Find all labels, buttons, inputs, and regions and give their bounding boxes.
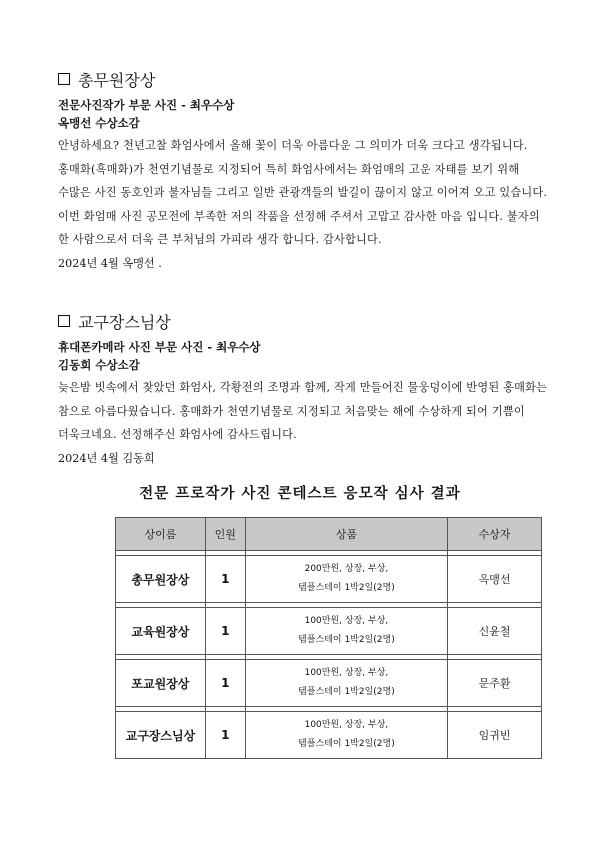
award-count: 1 — [205, 556, 245, 603]
section-title: 교구장스님상 — [78, 312, 171, 332]
table-row — [116, 556, 542, 603]
acceptance-speech: 늦은밤 빗속에서 찾았던 화엄사, 각황전의 조명과 함께, 작게 만들어진 물웅덩이에 반영된 홍매화는 참으로 아름다웠습니다. 홍매화가 천연기념물로 지정되고 처음맞는 해에 수상하게 되어 기쁨이 더욱크네요. 선정해주신 화엄사에 감사드립니다. — [58, 381, 548, 441]
table-row — [116, 660, 542, 707]
award-category: 전문사진작가 부문 사진 - 최우수상 — [58, 98, 235, 112]
header-count: 인원 — [205, 518, 245, 551]
award-winner: 옥맹선 — [448, 556, 542, 603]
award-prize — [245, 608, 447, 655]
award-name: 교구장스님상 — [116, 712, 206, 759]
table-header-row — [116, 518, 542, 551]
table-row — [116, 712, 542, 759]
award-count: 1 — [205, 608, 245, 655]
prize-line: 100만원, 상장, 부상, — [304, 616, 389, 626]
award-count: 1 — [205, 660, 245, 707]
results-title: 전문 프로작가 사진 콘테스트 응모작 심사 결과 — [139, 486, 461, 502]
prize-line: 100만원, 상장, 부상, — [304, 668, 389, 678]
section-heading — [58, 68, 552, 90]
award-category: 휴대폰카메라 사진 부문 사진 - 최우수상 — [58, 340, 261, 354]
award-name: 교육원장상 — [116, 608, 206, 655]
signature: 2024년 4월 김동희 — [58, 451, 155, 465]
award-count: 1 — [205, 712, 245, 759]
section-title: 총무원장상 — [78, 70, 156, 90]
award-winner: 문주환 — [448, 660, 542, 707]
award-prize — [245, 660, 447, 707]
award-winner: 신윤철 — [448, 608, 542, 655]
speech-title: 김동희 수상소감 — [58, 358, 140, 372]
prize-line: 템플스테이 1박2일(2명) — [298, 635, 395, 645]
signature: 2024년 4월 옥맹선 . — [58, 256, 162, 270]
prize-line: 템플스테이 1박2일(2명) — [298, 583, 395, 593]
header-prize: 상품 — [245, 518, 447, 551]
results-table — [115, 517, 542, 759]
section-district-monk-award — [58, 310, 552, 470]
section-general-director-award — [58, 68, 552, 275]
section-heading — [58, 310, 552, 332]
prize-line: 템플스테이 1박2일(2명) — [298, 739, 395, 749]
table-row — [116, 608, 542, 655]
award-winner: 임귀빈 — [448, 712, 542, 759]
checkbox-square-icon — [58, 73, 70, 85]
prize-line: 템플스테이 1박2일(2명) — [298, 687, 395, 697]
award-prize — [245, 712, 447, 759]
award-name: 포교원장상 — [116, 660, 206, 707]
acceptance-speech: 안녕하세요? 천년고찰 화엄사에서 올해 꽃이 더욱 아름다운 그 의미가 더욱 크다고 생각됩니다. 홍매화(흑매화)가 천연기념물로 지정되어 특히 화엄사에서는 화엄매의 고운 자태를 보기 위해 수많은 사진 동호인과 불자님들 그리고 일반 관광객들의 발길이 끊이지 않고 이어져 오고 있습니다. 이번 화엄매 사진 공모전에 부족한 저의 작품을 선정해 주셔서 고맙고 감사한 마음 입니다. 불자의 한 사람으로서 더욱 큰 부처님의 가피라 생각 합니다. 감사합니다. — [58, 139, 548, 246]
header-winner: 수상자 — [448, 518, 542, 551]
prize-line: 200만원, 상장, 부상, — [304, 564, 389, 574]
award-name: 총무원장상 — [116, 556, 206, 603]
award-prize — [245, 556, 447, 603]
checkbox-square-icon — [58, 315, 70, 327]
prize-line: 100만원, 상장, 부상, — [304, 720, 389, 730]
header-award-name: 상이름 — [116, 518, 206, 551]
speech-title: 옥맹선 수상소감 — [58, 116, 140, 130]
